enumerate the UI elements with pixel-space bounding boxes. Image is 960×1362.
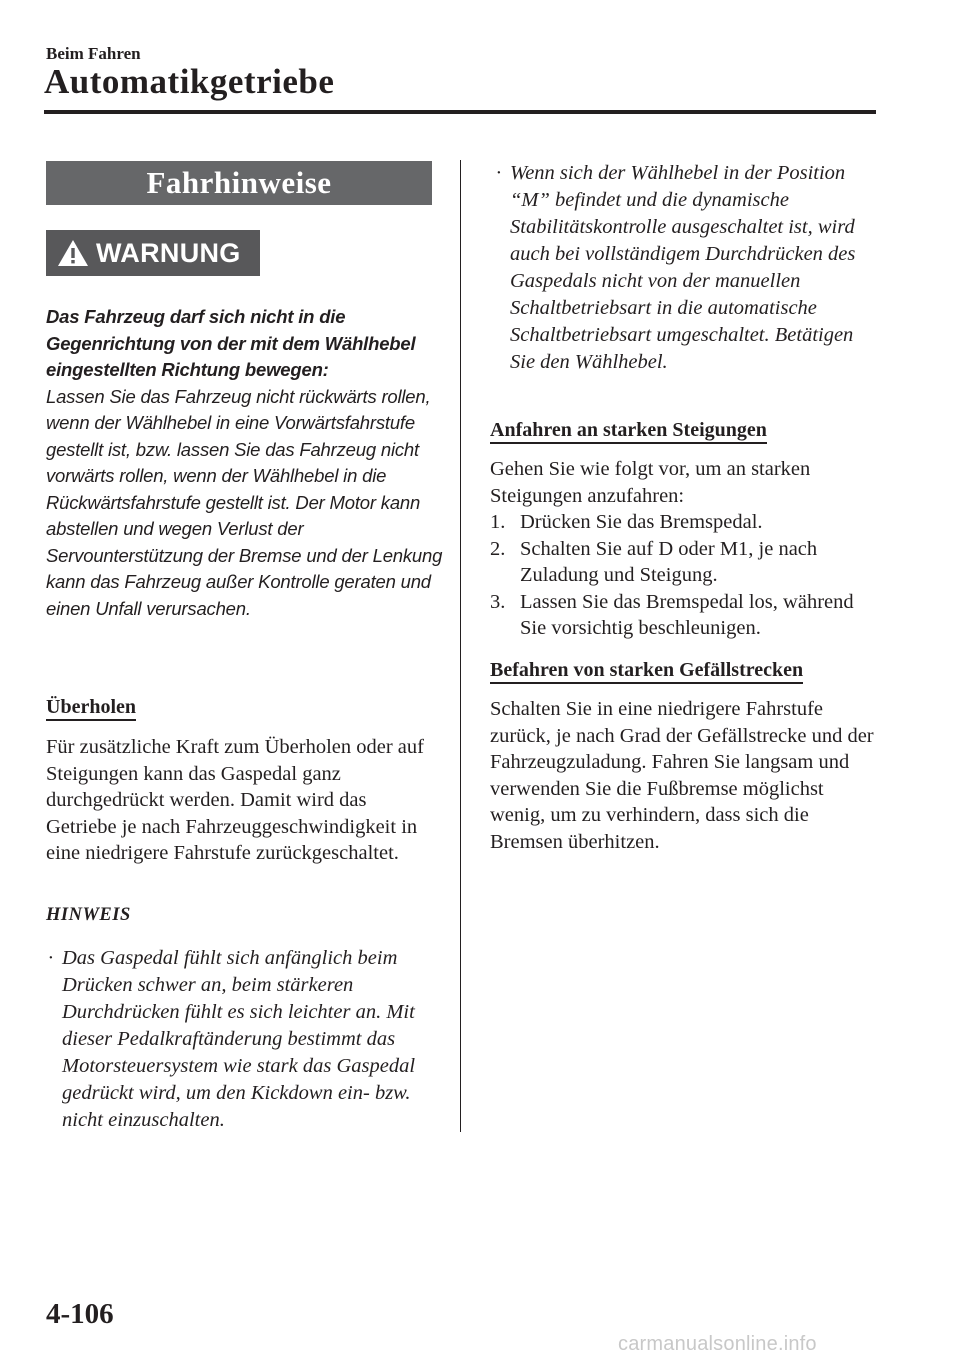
step-text: Lassen Sie das Bremspedal los, während Sie vorsichtig beschleunigen.	[520, 590, 854, 639]
bullet: ·	[496, 162, 502, 184]
overtaking-section	[46, 694, 136, 720]
step-text: Drücken Sie das Bremspedal.	[520, 511, 763, 533]
note-item-1	[48, 945, 436, 1134]
step-number: 1.	[490, 511, 506, 533]
warning-text	[46, 304, 446, 622]
chapter-title: Automatikgetriebe	[44, 62, 335, 101]
overtaking-heading: Überholen	[46, 696, 136, 721]
list-item	[490, 509, 876, 536]
warning-lead: Das Fahrzeug darf sich nicht in die Gegenrichtung von der mit dem Wählhebel eingestellten Richtung bewegen:	[46, 306, 416, 380]
step-number: 2.	[490, 537, 506, 560]
column-divider	[460, 160, 461, 1132]
header-rule	[44, 110, 876, 114]
steep-descent-heading: Befahren von starken Gefällstrecken	[490, 659, 803, 684]
bullet: ·	[48, 947, 54, 969]
note-item-text: Wenn sich der Wählhebel in der Position “M” befindet und die dynamische Stabilitätskontrolle ausgeschaltet ist, wird auch bei vollständigem Durchdrücken des Gaspedals nicht von der manuellen Schaltbetriebsart in die automatische Schaltbetriebsart umgeschaltet. Betätigen Sie den Wählhebel.	[510, 162, 856, 373]
steep-start-intro: Gehen Sie wie folgt vor, um an starken Steigungen anzufahren:	[490, 458, 811, 507]
note-label: HINWEIS	[46, 905, 131, 925]
list-item	[490, 589, 876, 642]
warning-triangle-icon	[56, 238, 90, 268]
note-item-2	[496, 160, 866, 376]
watermark: carmanualsonline.info	[618, 1333, 817, 1355]
running-header-section: Beim Fahren	[46, 44, 141, 63]
warning-label: WARNUNG	[96, 238, 241, 268]
steep-descent-text: Schalten Sie in eine niedrigere Fahrstufe zurück, je nach Grad der Gefällstrecke und der Fahrzeugzuladung. Fahren Sie langsam und verwenden Sie die Fußbremse möglichst wenig, um zu verhindern, dass sich die Bremsen überhitzen.	[490, 698, 874, 853]
warning-body: Lassen Sie das Fahrzeug nicht rückwärts rollen, wenn der Wählhebel in eine Vorwärtsfahrstufe gestellt ist, bzw. lassen Sie das Fahrzeug nicht vorwärts rollen, wenn der Wählhebel in die Rückwärtsfahrstufe gestellt ist. Der Motor kann abstellen und wegen Verlust der Servounterstützung der Bremse und der Lenkung kann das Fahrzeug außer Kontrolle geraten und einen Unfall verursachen.	[46, 385, 443, 619]
step-number: 3.	[490, 590, 506, 613]
steep-start-steps	[490, 509, 876, 642]
steep-start-heading: Anfahren an starken Steigungen	[490, 419, 767, 444]
page-number: 4-106	[46, 1298, 114, 1330]
warning-label-box	[46, 230, 260, 276]
note-item-text: Das Gaspedal fühlt sich anfänglich beim Drücken schwer an, beim stärkeren Durchdrücken fühlt es sich leichter an. Mit dieser Pedalkraftänderung bestimmt das Motorsteuersystem wie stark das Gaspedal gedrückt wird, um den Kickdown ein- bzw. nicht einzuschalten.	[62, 947, 416, 1131]
section-title-banner: Fahrhinweise	[46, 161, 432, 205]
steep-start-section	[490, 417, 767, 443]
steep-descent-section	[490, 657, 803, 683]
overtaking-text: Für zusätzliche Kraft zum Überholen oder auf Steigungen kann das Gaspedal ganz durchgedrückt werden. Damit wird das Getriebe je nach Fahrzeuggeschwindigkeit in eine niedrigere Fahrstufe zurückgeschaltet.	[46, 736, 424, 864]
list-item	[490, 536, 876, 589]
step-text: Schalten Sie auf D oder M1, je nach Zuladung und Steigung.	[520, 537, 818, 586]
